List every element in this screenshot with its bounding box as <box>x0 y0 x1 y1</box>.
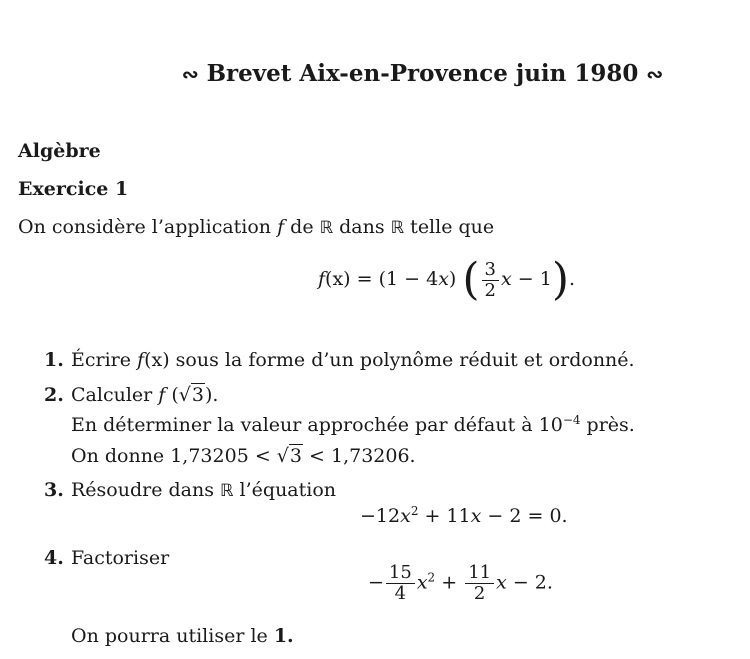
intro-text: On considère l’application <box>18 216 278 238</box>
sqrt-symbol: √ <box>178 384 191 406</box>
formula-part: = (1 − 4 <box>350 268 439 290</box>
intro-text: de <box>284 216 320 238</box>
expression-part: x <box>416 571 428 594</box>
item-number: 3. <box>44 479 64 501</box>
item-text: Calculer <box>71 384 159 406</box>
item-text: près. <box>580 414 635 436</box>
fraction-num: 11 <box>468 562 492 583</box>
item-text: < 1,73206. <box>302 445 416 467</box>
equation-part: x <box>470 505 482 527</box>
expression-part: + <box>435 571 464 594</box>
intro-text: dans <box>333 216 391 238</box>
expression-part: − <box>368 571 384 594</box>
exercise-intro <box>18 216 494 238</box>
equation-part: −12 <box>360 505 401 527</box>
reals-symbol: ℝ <box>220 481 234 501</box>
formula-part: . <box>568 268 576 290</box>
item-text: On donne 1,73205 < <box>71 445 277 467</box>
item-number: 1. <box>44 349 64 371</box>
item-4-text: Factoriser <box>71 547 170 569</box>
exponent: −4 <box>562 413 581 427</box>
fraction-den: 4 <box>386 583 415 604</box>
fraction-den: 2 <box>465 583 494 604</box>
item-text: Écrire <box>71 349 138 371</box>
formula-f <box>318 254 576 305</box>
ornament-right-icon: ∾ <box>646 62 664 86</box>
item-text: (x) <box>144 349 170 371</box>
formula-paren: ) <box>551 254 569 305</box>
expression-part: − 2. <box>506 571 553 594</box>
fraction <box>465 563 494 604</box>
formula-paren: ( <box>462 254 480 305</box>
formula-part: x <box>438 268 449 290</box>
equation-part: x <box>400 505 411 527</box>
footer-ref: 1. <box>273 625 294 647</box>
formula-part: f <box>318 268 326 290</box>
footer-note <box>71 625 294 647</box>
item-3-text <box>71 479 336 501</box>
fraction-num: 3 <box>484 258 496 280</box>
title-text: Brevet Aix-en-Provence juin 1980 <box>206 60 639 87</box>
intro-f: f <box>277 216 285 238</box>
item-text: Résoudre dans <box>71 479 221 501</box>
formula-part: (x) <box>325 268 351 290</box>
item-2-line-3 <box>71 445 416 467</box>
footer-text: On pourra utiliser le <box>71 625 274 647</box>
item-text: ). <box>204 384 219 406</box>
item-text: ( <box>165 384 179 406</box>
fraction-num: 15 <box>388 562 412 583</box>
section-title: Algèbre <box>18 140 101 162</box>
expression-4 <box>368 563 553 604</box>
ornament-left-icon: ∾ <box>181 62 199 86</box>
item-text: l’équation <box>233 479 337 501</box>
exponent: 2 <box>410 504 419 518</box>
item-number: 2. <box>44 384 64 406</box>
equation-part: − 2 = 0. <box>481 505 568 527</box>
formula-part: ) <box>448 268 457 290</box>
page-title <box>0 60 750 87</box>
exercise-title: Exercice 1 <box>18 178 129 200</box>
item-text: En déterminer la valeur approchée par défaut à 10 <box>71 414 563 436</box>
sqrt-value: 3 <box>289 445 302 467</box>
fraction <box>482 260 499 301</box>
item-f: f <box>137 349 145 371</box>
sqrt-symbol: √ <box>276 445 289 467</box>
fraction-den: 2 <box>482 280 499 301</box>
reals-symbol: ℝ <box>319 218 334 238</box>
item-number: 4. <box>44 547 64 569</box>
equation-3 <box>360 505 568 527</box>
reals-symbol: ℝ <box>390 218 405 238</box>
equation-part: + 11 <box>418 505 471 527</box>
item-1-text <box>71 349 635 371</box>
item-2-line-2 <box>71 414 635 436</box>
fraction <box>386 563 415 604</box>
sqrt-value: 3 <box>191 384 204 406</box>
exponent: 2 <box>427 570 436 585</box>
formula-part: x <box>501 268 512 290</box>
expression-part: x <box>496 571 507 594</box>
formula-part: − 1 <box>511 268 552 290</box>
item-text: sous la forme d’un polynôme réduit et ordonné. <box>169 349 635 371</box>
item-f: f <box>158 384 166 406</box>
item-2-text <box>71 384 218 406</box>
intro-text: telle que <box>404 216 495 238</box>
